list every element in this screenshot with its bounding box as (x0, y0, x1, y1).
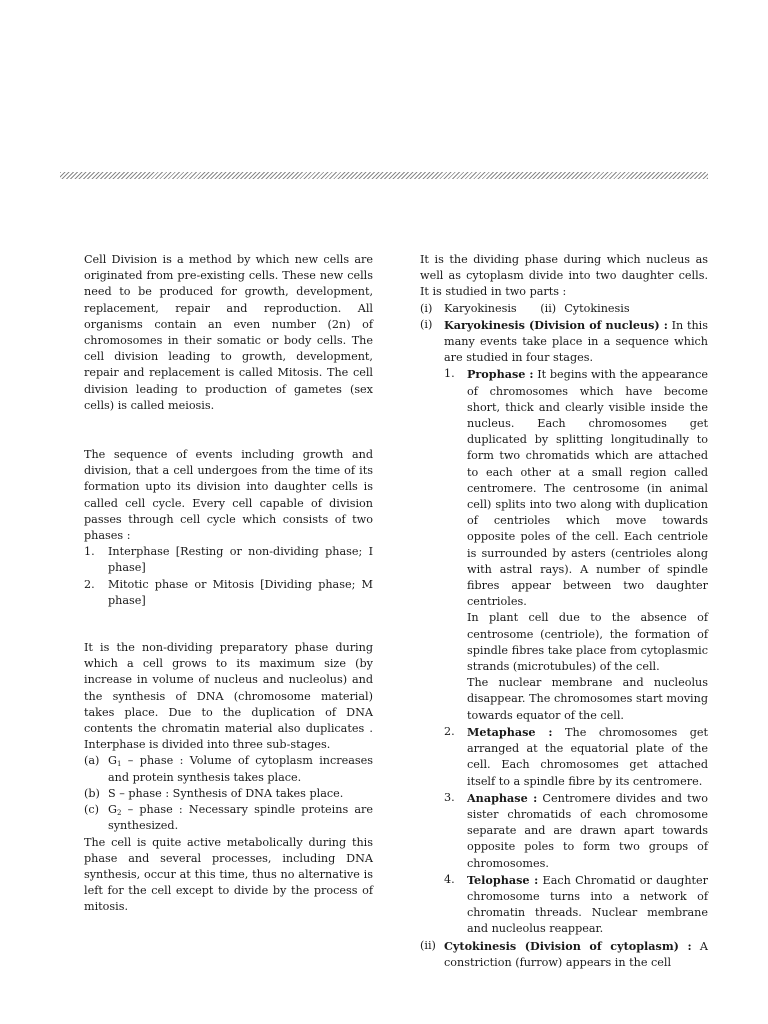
list-marker: 2. (84, 577, 95, 591)
list-marker: (c) (84, 803, 99, 817)
list-item (84, 544, 373, 576)
prophase-heading: Prophase : (467, 367, 534, 382)
cytokinesis-heading: Cytokinesis (Division of cytoplasm) : (444, 938, 692, 953)
anaphase-heading: Anaphase : (467, 790, 538, 805)
mitosis-intro-paragraph: It is the dividing phase during which nucleus as well as cytoplasm divide into two daughter cells. It is studied in two parts : (420, 253, 708, 299)
list-marker: 4. (444, 872, 455, 886)
stage-item: 3. Anaphase : Centromere divides and two sister chromatids of each chromosome separate and are drawn apart towards opposite poles to form two groups of chromosomes. (444, 790, 708, 872)
list-text: Mitotic phase or Mitosis [Dividing phase; M phase] (108, 577, 373, 607)
stage-item: 1. Prophase : It begins with the appearance of chromosomes which have become short, thick and clearly visible inside the nucleus. Each chromosomes get duplicated by splitting longitudinally to form two chromatids which are attached to each other at a small region called centromere. The centrosome (in animal cell) splits into two along with duplication of centrioles which move towards opposite poles of the cell. Each centriole is surrounded by asters (centrioles along with astral rays). A number of spindle fibres appear between two daughter centrioles. In plant cell due to the absence of centrosome (centriole), the formation of spindle fibres take place from cytoplasmic strands (microtubules) of the cell. The nuclear membrane and nucleolus disappear. The chromosomes start moving towards equator of the cell. (444, 366, 708, 723)
list-item (84, 577, 373, 609)
interphase-closing-paragraph: The cell is quite active metabolically during this phase and several processes, including DNA synthesis, occur at this time, thus no alternative is left for the cell except to divide by the process of mitosis. (84, 835, 373, 914)
list-marker: (b) (84, 786, 100, 800)
metaphase-heading: Metaphase : (467, 724, 553, 739)
list-marker: 3. (444, 790, 455, 804)
stage-item: 4. Telophase : Each Chromatid or daughter chromosome turns into a network of chromatin threads. Nuclear membrane and nucleolus reappear. (444, 872, 708, 938)
interphase-paragraph: It is the non-dividing preparatory phase during which a cell grows to its maximum size (by increase in volume of nucleus and nucleolus) and the synthesis of DNA (chromosome material) takes place. Due to the duplication of DNA contents the chromatin material also duplicates . Interphase is divided into three sub-stages. (84, 641, 373, 752)
list-marker: (i) (420, 317, 433, 331)
list-text: S – phase : Synthesis of DNA takes place. (108, 786, 344, 800)
prophase-plant-paragraph: In plant cell due to the absence of centrosome (centriole), the formation of spindle fibres take place from cytoplasmic strands (microtubules) of the cell. (467, 611, 708, 674)
list-item (84, 753, 373, 785)
list-item: (ii) Cytokinesis (Division of cytoplasm) : A constriction (furrow) appears in the cell (420, 938, 708, 971)
list-text: $G_1$ – phase : Volume of cytoplasm increases and protein synthesis takes place. (108, 754, 373, 784)
list-marker: 1. (444, 367, 455, 381)
list-item (84, 802, 373, 834)
list-item: (i) Karyokinesis (Division of nucleus) : In this many events take place in a sequence which are studied in four stages. (420, 317, 708, 367)
cell-cycle-paragraph: The sequence of events including growth and division, that a cell undergoes from the time of its formation upto its division into daughter cells is called cell cycle. Every cell capable of division passes through cell cycle which consists of two phases : (84, 448, 373, 543)
list-marker: (a) (84, 754, 100, 768)
list-text: Interphase [Resting or non-dividing phase; I phase] (108, 545, 373, 575)
karyokinesis-heading: Karyokinesis (Division of nucleus) : (444, 317, 668, 332)
list-item (84, 786, 373, 802)
list-marker: (ii) (420, 938, 436, 952)
parts-line: (i) Karyokinesis (ii) Cytokinesis (420, 301, 630, 315)
left-column (84, 252, 373, 916)
list-marker: 2. (444, 724, 455, 738)
stage-item: 2. Metaphase : The chromosomes get arranged at the equatorial plate of the cell. Each chromosomes get attached itself to a spindle fibre by its centromere. (444, 724, 708, 790)
list-marker: 1. (84, 545, 95, 559)
hatched-divider (60, 172, 708, 179)
prophase-nuclear-paragraph: The nuclear membrane and nucleolus disappear. The chromosomes start moving towards equator of the cell. (467, 676, 708, 722)
list-text: $G_2$ – phase : Necessary spindle proteins are synthesized. (108, 803, 373, 833)
cell-division-paragraph: Cell Division is a method by which new cells are originated from pre-existing cells. These new cells need to be produced for growth, development, replacement, repair and reproduction. All organisms contain an even number (2n) of chromosomes in their somatic or body cells. The cell division leading to growth, development, repair and replacement is called Mitosis. The cell division leading to production of gametes (sex cells) is called meiosis. (84, 253, 373, 412)
telophase-heading: Telophase : (467, 872, 539, 887)
right-column (420, 252, 708, 971)
